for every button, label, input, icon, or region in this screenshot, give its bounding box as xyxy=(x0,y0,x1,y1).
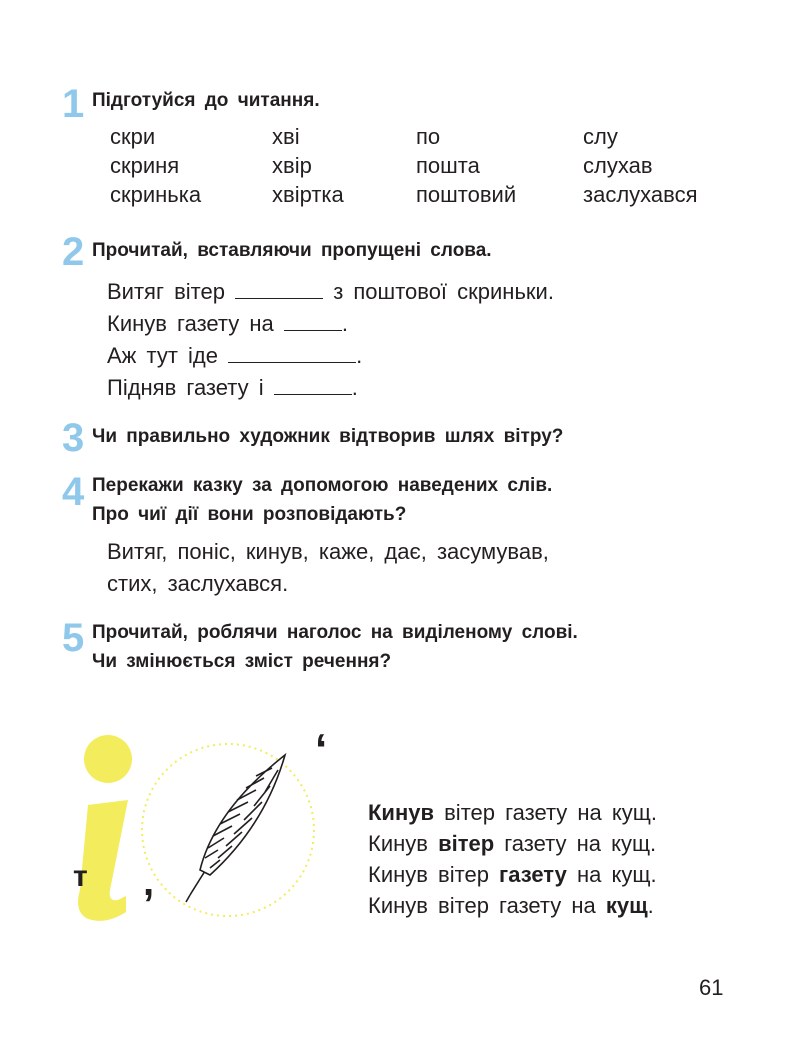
syllable: скри xyxy=(110,124,156,149)
syllable: поштовий xyxy=(416,182,517,207)
feather-icon xyxy=(186,755,285,902)
syllable: по xyxy=(416,124,441,149)
blank-line xyxy=(228,340,356,363)
syllable: хвіртка xyxy=(272,182,344,207)
syllable-column-3 xyxy=(416,122,516,209)
syllable-column-4 xyxy=(583,122,698,209)
task-5-line-1: Прочитай, роблячи наголос на виділеному слові. xyxy=(92,622,578,643)
syllable: хвір xyxy=(272,153,312,178)
stress-sentence: Кинув вітер газету на кущ. xyxy=(368,893,654,918)
blank-line xyxy=(235,276,323,299)
stress-sentence: Кинув вітер газету на кущ. xyxy=(368,800,657,825)
task-number-4: 4 xyxy=(62,470,85,514)
syllable: заслухався xyxy=(583,182,698,207)
logo-graphic xyxy=(50,725,350,930)
blank-line xyxy=(284,308,342,331)
page-number: 61 xyxy=(699,975,724,1000)
task-3-title: Чи правильно художник відтворив шлях вітру? xyxy=(92,426,564,447)
stress-sentence: Кинув вітер газету на кущ. xyxy=(368,862,657,887)
syllable: скриня xyxy=(110,153,180,178)
retell-words xyxy=(107,536,549,600)
task-1-title: Підготуйся до читання. xyxy=(92,90,320,111)
task-number-3: 3 xyxy=(62,416,85,460)
fill-in-line: Підняв газету і . xyxy=(107,372,554,404)
blank-line xyxy=(274,372,352,395)
logo-open-quote: ‘ xyxy=(315,725,328,774)
task-2-title: Прочитай, вставляючи пропущені слова. xyxy=(92,240,492,261)
syllable: скринька xyxy=(110,182,202,207)
syllable-column-1 xyxy=(110,122,201,209)
fill-in-sentences xyxy=(107,276,554,404)
syllable-column-2 xyxy=(272,122,344,209)
task-number-1: 1 xyxy=(62,82,85,126)
task-4-line-2: Про чиї дії вони розповідають? xyxy=(92,504,407,525)
syllable: пошта xyxy=(416,153,480,178)
stress-sentence: Кинув вітер газету на кущ. xyxy=(368,831,657,856)
task-4-title xyxy=(92,471,552,529)
syllable: слухав xyxy=(583,153,653,178)
task-4-line-1: Перекажи казку за допомогою наведених слів. xyxy=(92,475,553,496)
i-dot-icon xyxy=(84,735,132,783)
fill-in-line: Аж тут іде . xyxy=(107,340,554,372)
fill-in-line: Витяг вітер з поштової скриньки. xyxy=(107,276,554,308)
fill-in-line: Кинув газету на . xyxy=(107,308,554,340)
syllable: хві xyxy=(272,124,300,149)
retell-words-line-1: Витяг, поніс, кинув, каже, дає, засумував, xyxy=(107,539,549,564)
stress-sentences xyxy=(368,797,657,921)
task-5-line-2: Чи змінюється зміст речення? xyxy=(92,651,392,672)
syllable: слу xyxy=(583,124,618,149)
task-number-2: 2 xyxy=(62,230,85,274)
task-5-title xyxy=(92,618,578,676)
logo-letter-t: т xyxy=(73,860,88,893)
logo-comma: , xyxy=(143,860,155,904)
intonation-logo xyxy=(50,725,350,930)
task-number-5: 5 xyxy=(62,616,85,660)
retell-words-line-2: стих, заслухався. xyxy=(107,571,289,596)
